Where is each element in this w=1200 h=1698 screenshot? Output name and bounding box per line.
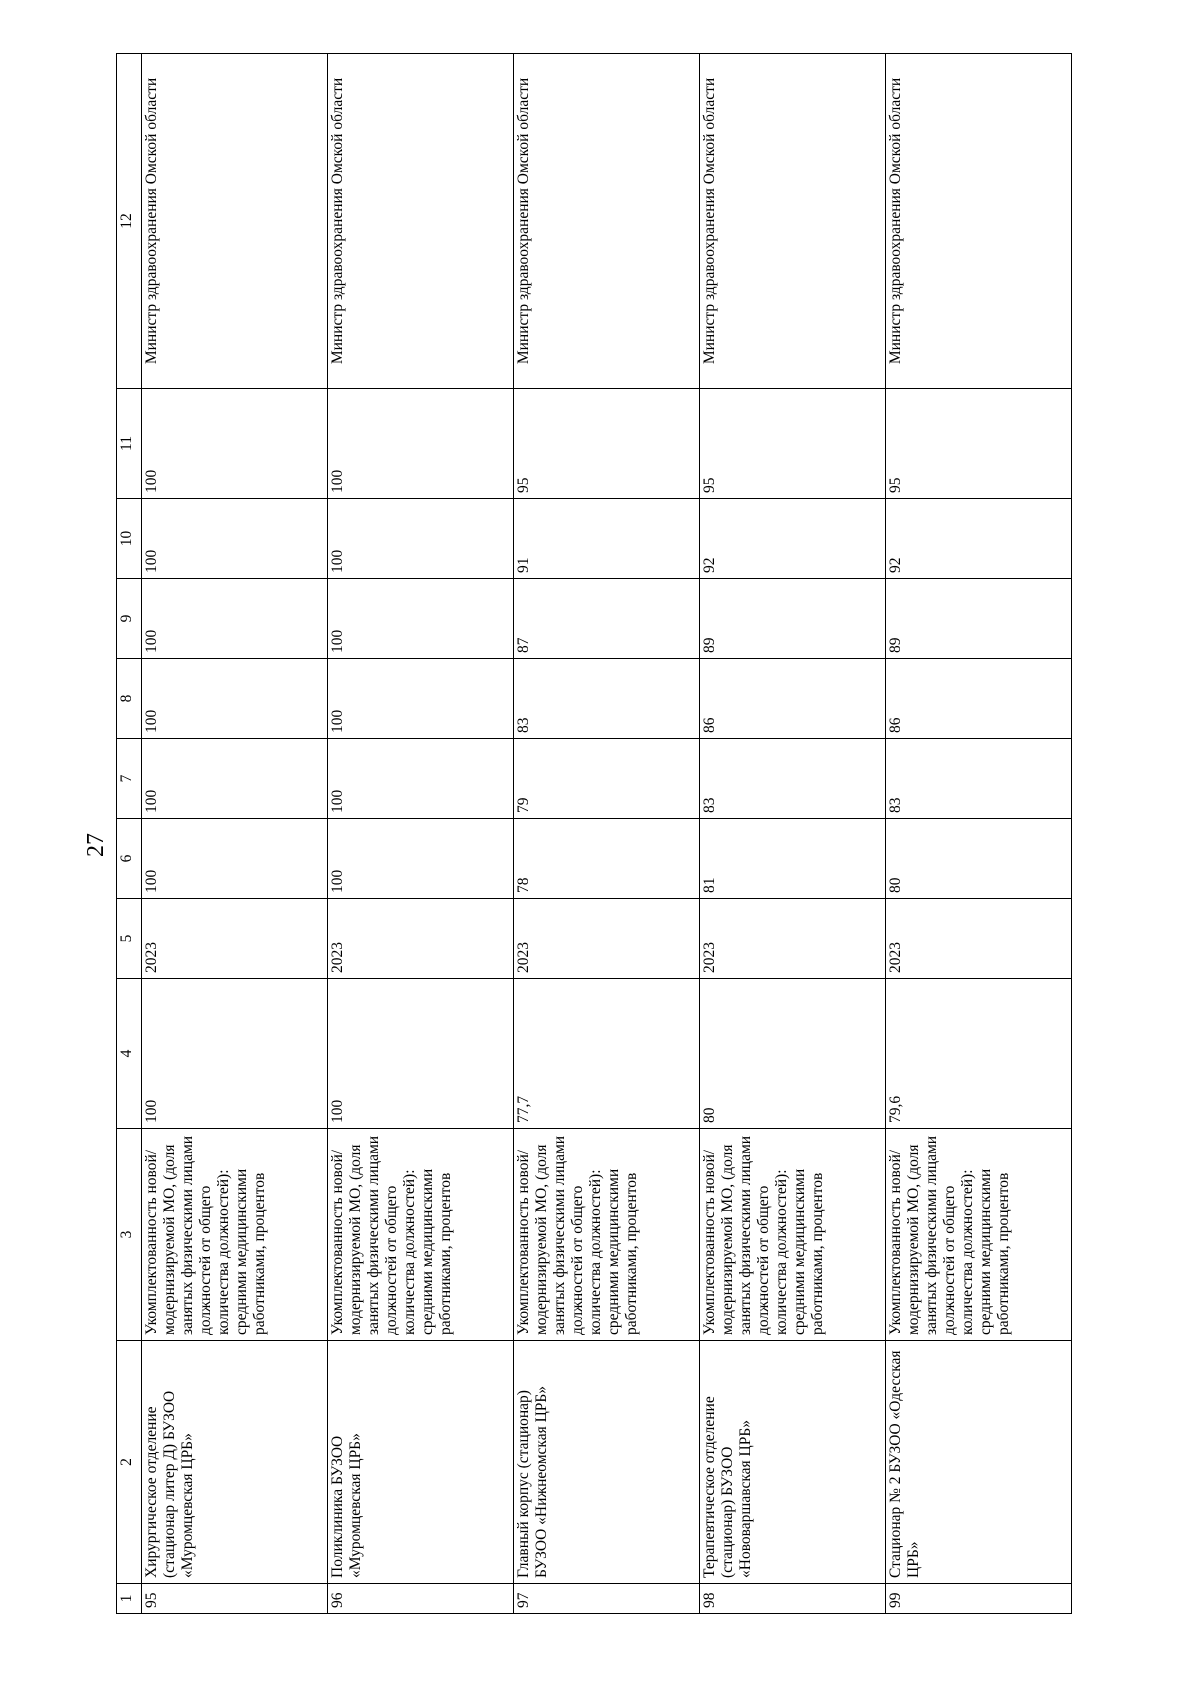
value-col-6: 80 bbox=[886, 819, 1072, 899]
value-col-11: 95 bbox=[514, 389, 700, 499]
value-col-8: 100 bbox=[142, 659, 328, 739]
value-col-10: 100 bbox=[142, 499, 328, 579]
base-year: 2023 bbox=[700, 899, 886, 979]
table-row bbox=[700, 54, 886, 1614]
object-name: Поликлиника БУЗОО «Муромцевская ЦРБ» bbox=[328, 1341, 514, 1584]
value-col-6: 100 bbox=[328, 819, 514, 899]
header-cell: 1 bbox=[117, 1584, 142, 1614]
indicator-name: Укомплектованность новой/модернизируемой МО, (доля занятых физическими лицами должностей от общего количества должностей): средними медицинскими работниками, процентов bbox=[142, 1129, 328, 1341]
value-col-9: 100 bbox=[142, 579, 328, 659]
value-col-6: 81 bbox=[700, 819, 886, 899]
object-name: Стационар № 2 БУЗОО «Одесская ЦРБ» bbox=[886, 1341, 1072, 1584]
responsible: Министр здравоохранения Омской области bbox=[514, 54, 700, 389]
header-cell: 10 bbox=[117, 499, 142, 579]
base-year: 2023 bbox=[142, 899, 328, 979]
value-col-8: 86 bbox=[886, 659, 1072, 739]
header-cell: 9 bbox=[117, 579, 142, 659]
base-year: 2023 bbox=[514, 899, 700, 979]
responsible: Министр здравоохранения Омской области bbox=[328, 54, 514, 389]
value-col-6: 78 bbox=[514, 819, 700, 899]
value-col-8: 100 bbox=[328, 659, 514, 739]
value-col-11: 95 bbox=[700, 389, 886, 499]
value-col-10: 100 bbox=[328, 499, 514, 579]
value-col-7: 100 bbox=[142, 739, 328, 819]
value-col-6: 100 bbox=[142, 819, 328, 899]
value-col-7: 79 bbox=[514, 739, 700, 819]
row-number: 98 bbox=[700, 1584, 886, 1614]
indicator-name: Укомплектованность новой/модернизируемой МО, (доля занятых физическими лицами должностей от общего количества должностей): средними медицинскими работниками, процентов bbox=[328, 1129, 514, 1341]
base-value: 77,7 bbox=[514, 979, 700, 1129]
table-row bbox=[142, 54, 328, 1614]
indicator-name: Укомплектованность новой/модернизируемой МО, (доля занятых физическими лицами должностей от общего количества должностей): средними медицинскими работниками, процентов bbox=[886, 1129, 1072, 1341]
value-col-11: 100 bbox=[328, 389, 514, 499]
indicator-name: Укомплектованность новой/модернизируемой МО, (доля занятых физическими лицами должностей от общего количества должностей): средними медицинскими работниками, процентов bbox=[514, 1129, 700, 1341]
base-value: 80 bbox=[700, 979, 886, 1129]
value-col-10: 92 bbox=[886, 499, 1072, 579]
row-number: 95 bbox=[142, 1584, 328, 1614]
header-cell: 3 bbox=[117, 1129, 142, 1341]
value-col-10: 92 bbox=[700, 499, 886, 579]
object-name: Главный корпус (стационар) БУЗОО «Нижнеомская ЦРБ» bbox=[514, 1341, 700, 1584]
responsible: Министр здравоохранения Омской области bbox=[142, 54, 328, 389]
header-cell: 11 bbox=[117, 389, 142, 499]
indicators-table bbox=[116, 53, 1072, 1614]
value-col-11: 100 bbox=[142, 389, 328, 499]
header-cell: 12 bbox=[117, 54, 142, 389]
value-col-11: 95 bbox=[886, 389, 1072, 499]
indicator-name: Укомплектованность новой/модернизируемой МО, (доля занятых физическими лицами должностей от общего количества должностей): средними медицинскими работниками, процентов bbox=[700, 1129, 886, 1341]
base-year: 2023 bbox=[886, 899, 1072, 979]
value-col-7: 83 bbox=[886, 739, 1072, 819]
value-col-9: 89 bbox=[700, 579, 886, 659]
object-name: Терапевтическое отделение (стационар) БУЗОО «Нововаршавская ЦРБ» bbox=[700, 1341, 886, 1584]
table-row bbox=[886, 54, 1072, 1614]
base-value: 100 bbox=[328, 979, 514, 1129]
row-number: 99 bbox=[886, 1584, 1072, 1614]
value-col-10: 91 bbox=[514, 499, 700, 579]
table-header-row bbox=[117, 54, 142, 1614]
header-cell: 7 bbox=[117, 739, 142, 819]
table-row bbox=[328, 54, 514, 1614]
object-name: Хирургическое отделение (стационар литер Д) БУЗОО «Муромцевская ЦРБ» bbox=[142, 1341, 328, 1584]
header-cell: 2 bbox=[117, 1341, 142, 1584]
value-col-8: 83 bbox=[514, 659, 700, 739]
rotated-table-container bbox=[116, 54, 1080, 1614]
base-value: 100 bbox=[142, 979, 328, 1129]
header-cell: 5 bbox=[117, 899, 142, 979]
value-col-7: 100 bbox=[328, 739, 514, 819]
value-col-8: 86 bbox=[700, 659, 886, 739]
responsible: Министр здравоохранения Омской области bbox=[700, 54, 886, 389]
header-cell: 8 bbox=[117, 659, 142, 739]
page-number: 27 bbox=[83, 833, 109, 857]
responsible: Министр здравоохранения Омской области bbox=[886, 54, 1072, 389]
header-cell: 6 bbox=[117, 819, 142, 899]
value-col-9: 87 bbox=[514, 579, 700, 659]
header-cell: 4 bbox=[117, 979, 142, 1129]
base-value: 79,6 bbox=[886, 979, 1072, 1129]
value-col-9: 100 bbox=[328, 579, 514, 659]
value-col-7: 83 bbox=[700, 739, 886, 819]
row-number: 97 bbox=[514, 1584, 700, 1614]
value-col-9: 89 bbox=[886, 579, 1072, 659]
base-year: 2023 bbox=[328, 899, 514, 979]
row-number: 96 bbox=[328, 1584, 514, 1614]
table-row bbox=[514, 54, 700, 1614]
